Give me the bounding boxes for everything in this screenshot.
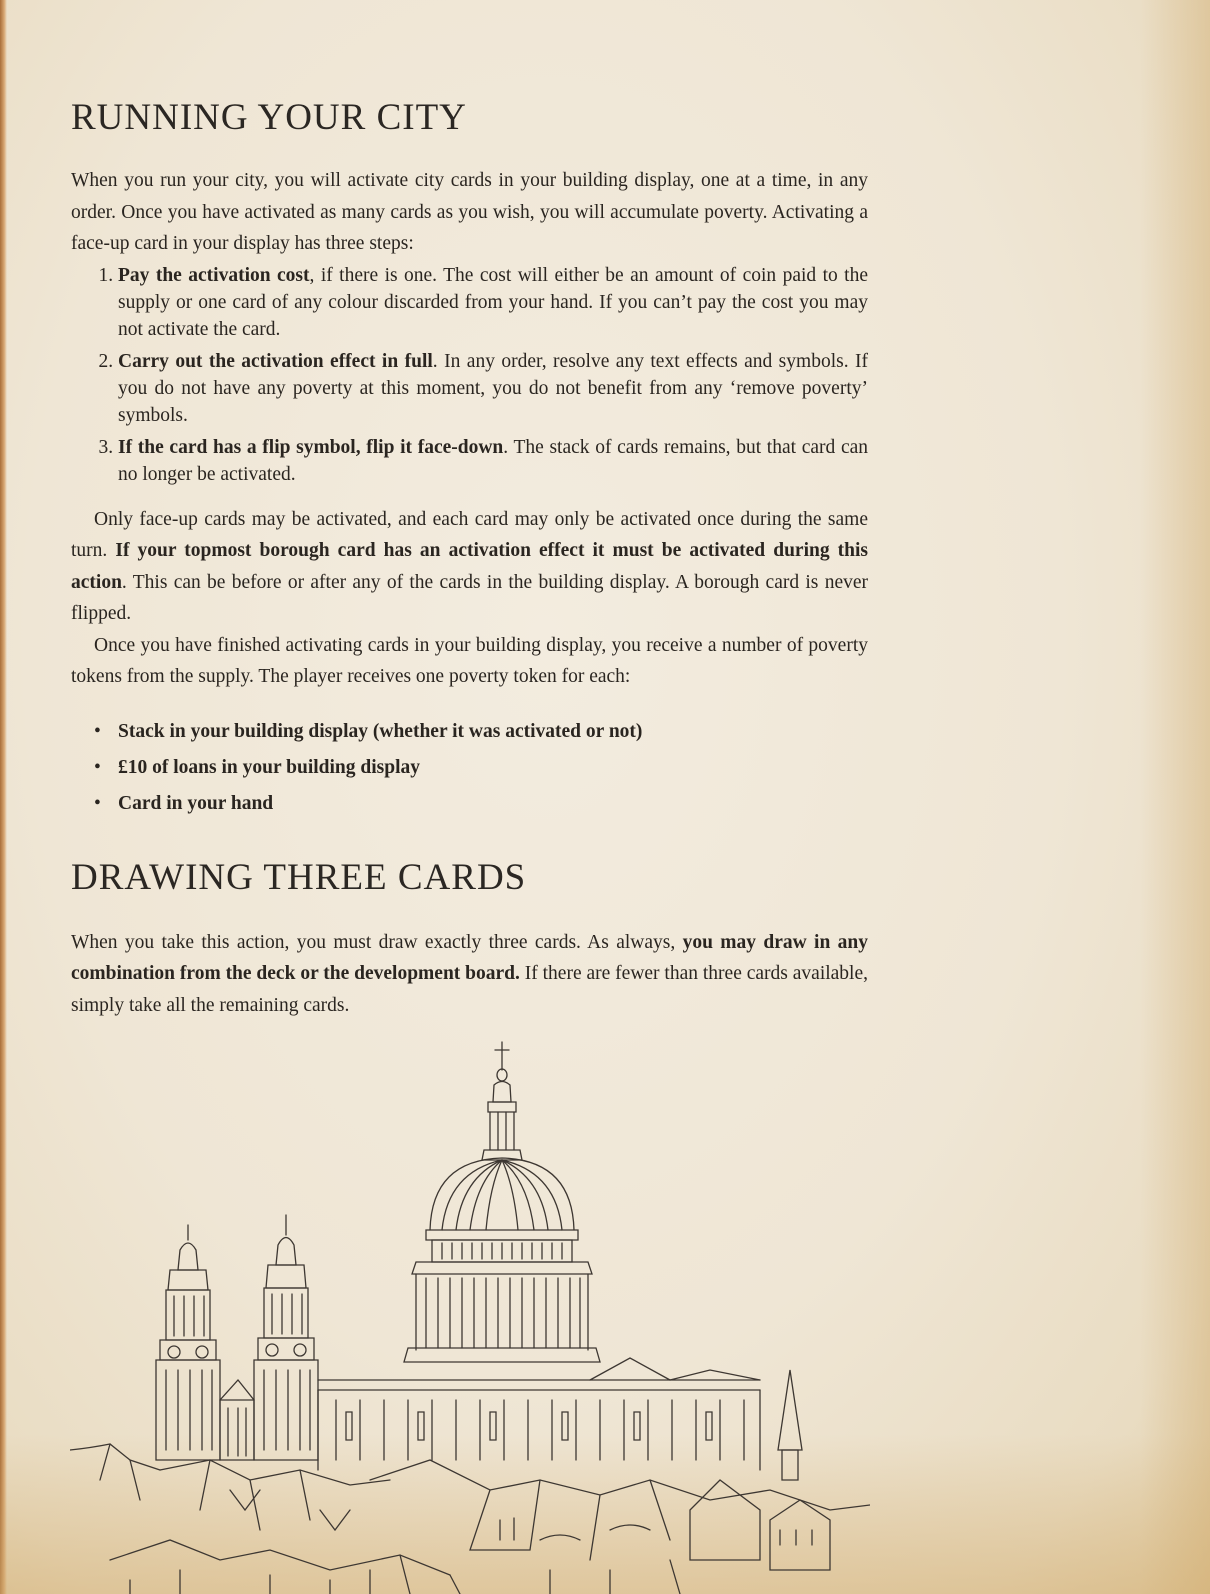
drum-colonnade xyxy=(404,1274,600,1362)
list-item: • £10 of loans in your building display xyxy=(118,755,868,780)
page-right-shadow xyxy=(1140,0,1210,1594)
section-title-drawing-cards: DRAWING THREE CARDS xyxy=(71,856,527,898)
left-tower xyxy=(156,1225,220,1460)
foreground-rooftops xyxy=(70,1444,870,1594)
activation-steps-list xyxy=(71,262,868,488)
activation-step: 1. Pay the activation cost, if there is one. The cost will either be an amount of coin paid to the supply or one card of any colour discarded from your hand. If you can’t pay the cost you may not activate the card. xyxy=(118,262,868,343)
rulebook-page xyxy=(71,96,868,1021)
poverty-sources-list xyxy=(71,719,868,816)
west-front xyxy=(220,1380,254,1460)
poverty-tokens-paragraph: Once you have finished activating cards in your building display, you receive a number of poverty tokens from the supply. The player receives one poverty token for each: xyxy=(71,634,868,687)
activation-step: 2. Carry out the activation effect in full. In any order, resolve any text effects and symbols. If you do not have any poverty at this moment, you do not benefit from any ‘remove poverty’ symbols. xyxy=(118,348,868,429)
section-title-running-city: RUNNING YOUR CITY xyxy=(71,97,467,138)
nave-facade xyxy=(318,1358,760,1470)
list-item: • Card in your hand xyxy=(118,791,868,816)
activation-step: 3. If the card has a flip symbol, flip it face-down. The stack of cards remains, but that card can no longer be activated. xyxy=(118,434,868,488)
cathedral-sketch-illustration xyxy=(70,1040,870,1594)
running-city-intro: When you run your city, you will activate city cards in your building display, one at a time, in any order. Once you have activated as many cards as you wish, you will accumulate poverty. Activating a face-up card in your display has three steps: xyxy=(71,170,868,254)
page-left-edge xyxy=(0,0,7,1594)
list-item: • Stack in your building display (whether it was activated or not) xyxy=(118,719,868,744)
church-spire xyxy=(778,1370,802,1480)
lantern-cross xyxy=(482,1042,522,1160)
second-tower xyxy=(254,1215,318,1460)
drawing-cards-paragraph: When you take this action, you must draw exactly three cards. As always, you may draw in any combination from the deck or the development board. If there are fewer than three cards available, simply take all the remaining cards. xyxy=(71,931,869,1016)
face-up-cards-paragraph: Only face-up cards may be activated, and each card may only be activated once during the same turn. If your topmost borough card has an activation effect it must be activated during this action. This can be before or after any of the cards in the building display. A borough card is never flipped. xyxy=(71,508,868,624)
dome xyxy=(412,1158,592,1274)
